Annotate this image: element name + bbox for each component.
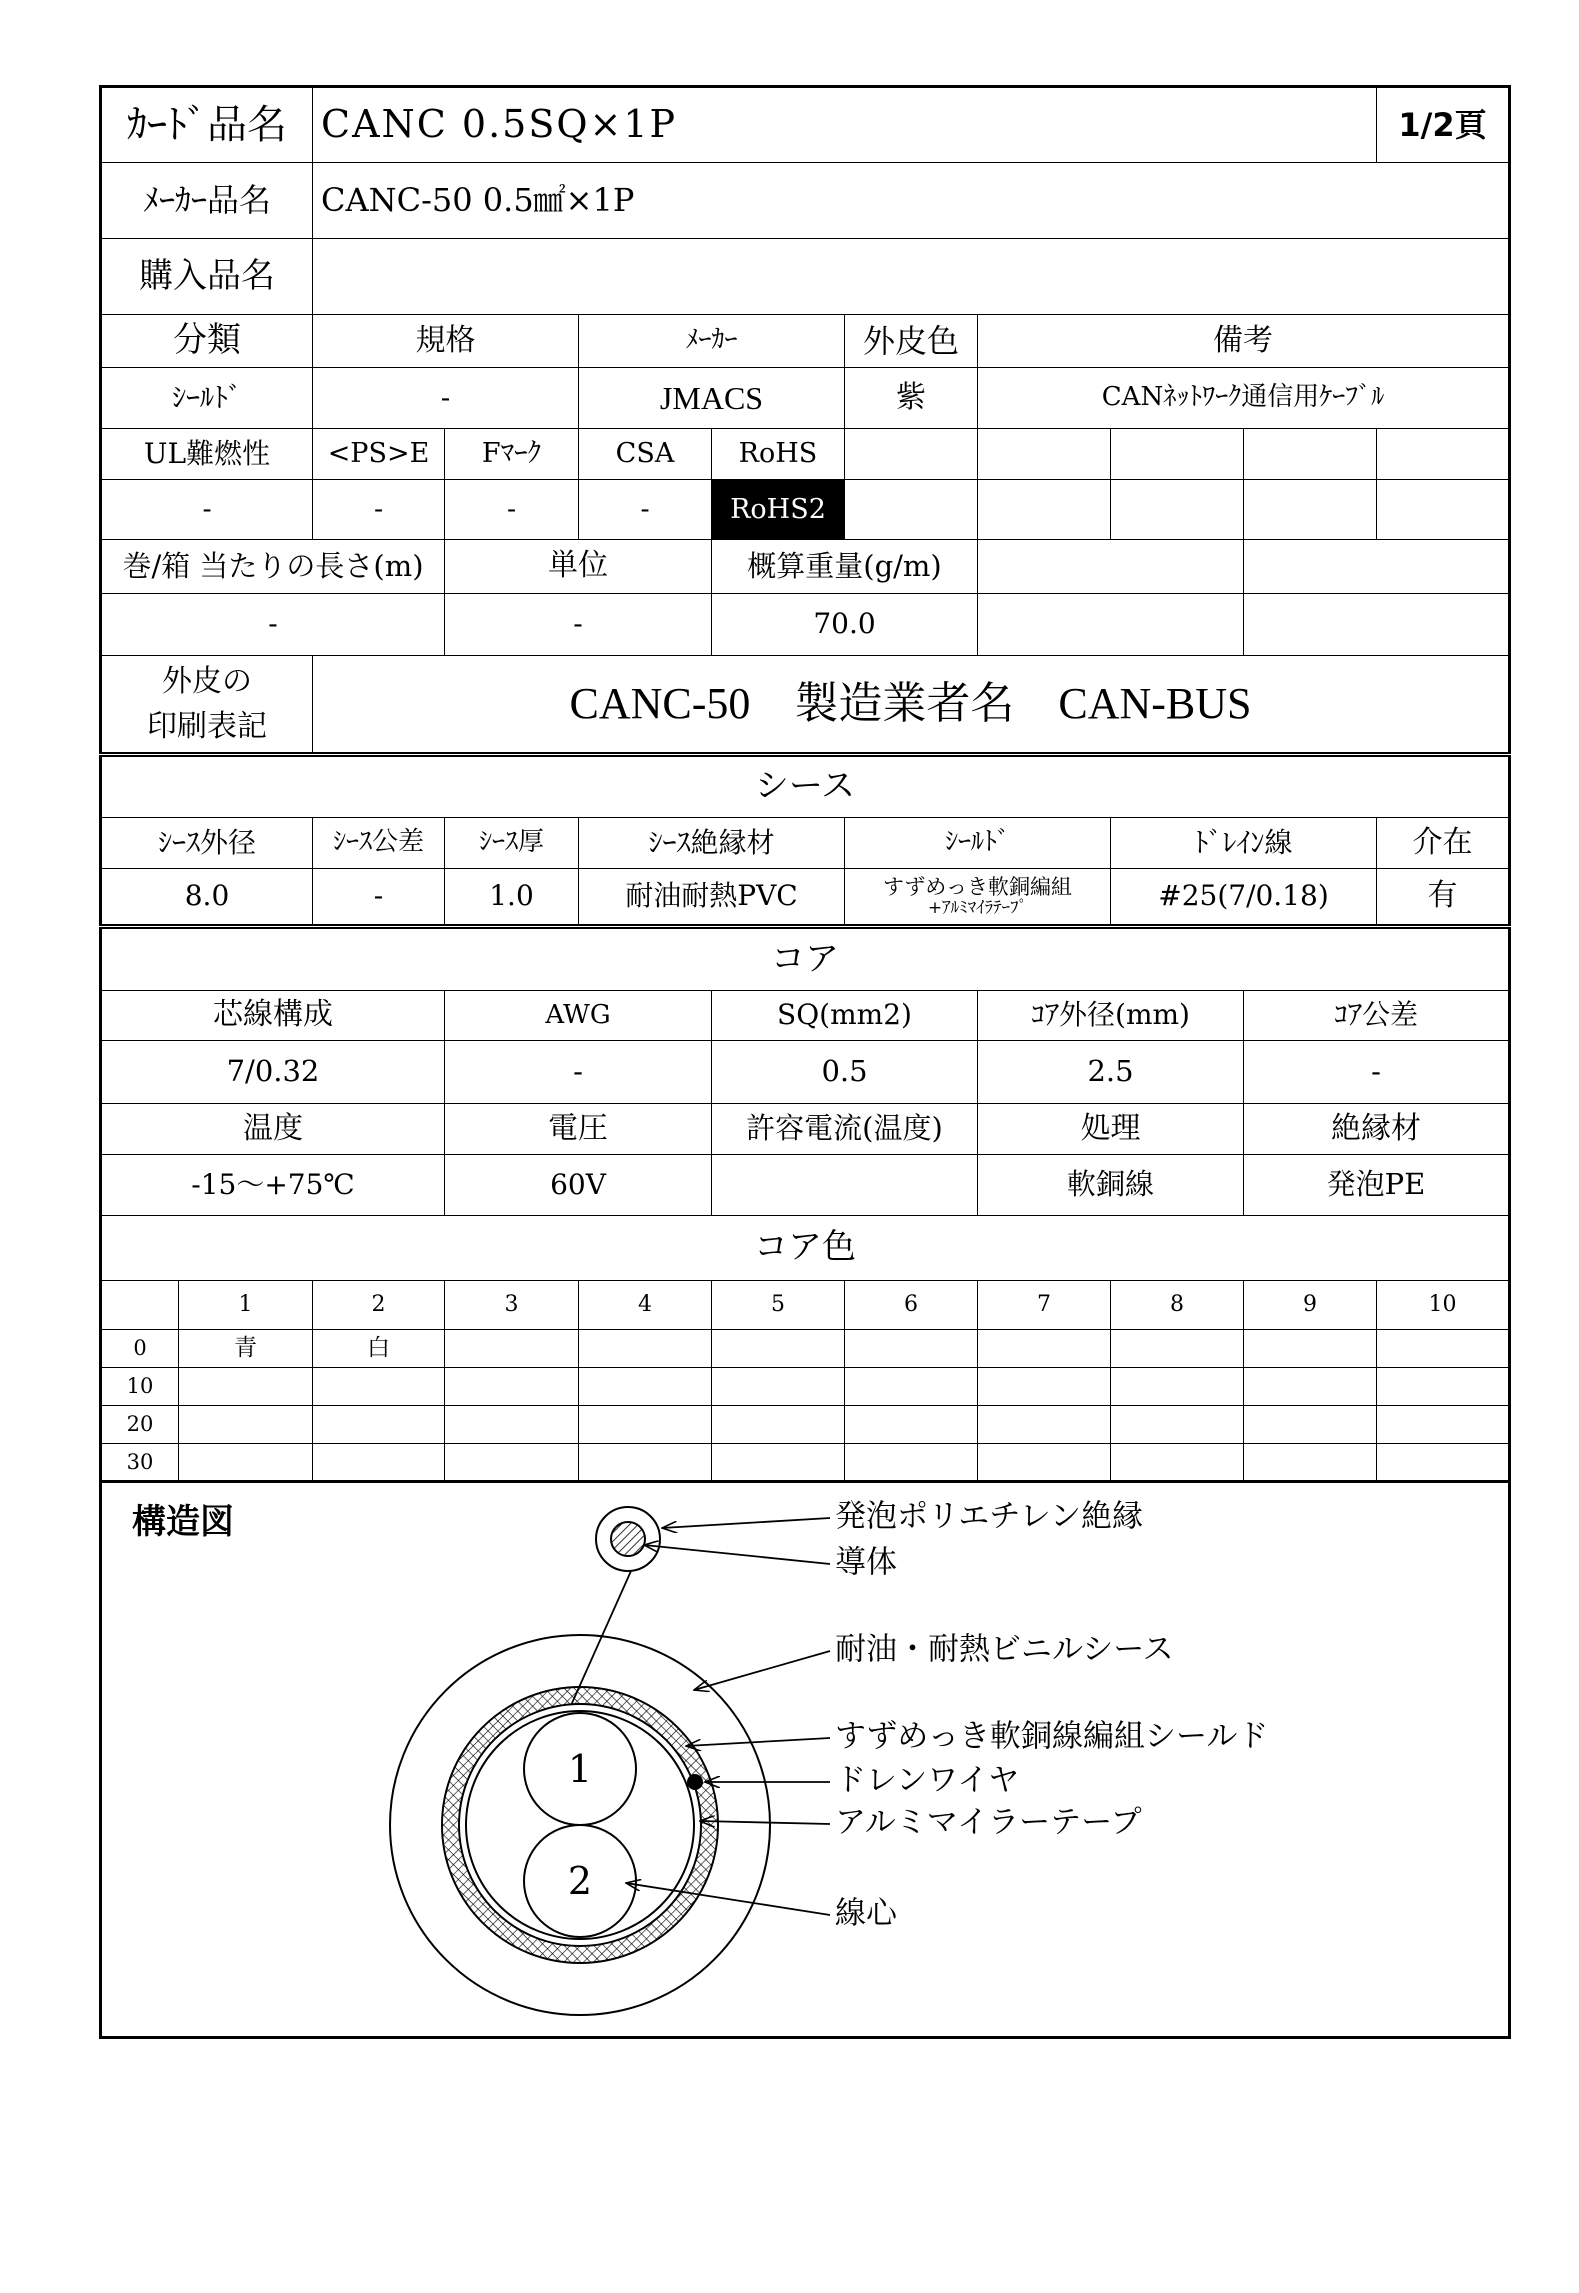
header-cell: 分類 xyxy=(101,315,313,368)
header-cell: 処理 xyxy=(978,1104,1244,1155)
color-cell xyxy=(978,1368,1111,1406)
color-cell xyxy=(845,1406,978,1444)
label-core-wire: 線心 xyxy=(835,1895,897,1932)
value-cell: - xyxy=(101,480,313,540)
color-cell xyxy=(179,1444,313,1482)
standards-value-row xyxy=(101,480,1510,540)
drain-wire-dot xyxy=(687,1774,703,1790)
value-cell: -15～+75℃ xyxy=(101,1155,445,1216)
print-marking-row xyxy=(101,656,1510,755)
color-cell xyxy=(978,1444,1111,1482)
row-label: 20 xyxy=(101,1406,179,1444)
value-cell: #25(7/0.18) xyxy=(1111,869,1377,927)
header-cell: 電圧 xyxy=(445,1104,712,1155)
header-cell: ﾄﾞﾚｲﾝ線 xyxy=(1111,818,1377,869)
color-cell xyxy=(579,1330,712,1368)
header-cell: 概算重量(g/m) xyxy=(712,540,978,594)
header-cell: ﾒｰｶｰ xyxy=(579,315,845,368)
core-color-row xyxy=(101,1330,1510,1368)
blank-cell xyxy=(1244,540,1510,594)
blank-cell xyxy=(1244,429,1377,480)
color-cell xyxy=(579,1444,712,1482)
sheath-value-row xyxy=(101,869,1510,927)
maker-name-label: ﾒｰｶｰ品名 xyxy=(101,163,313,239)
color-cell xyxy=(579,1406,712,1444)
purchase-name-value xyxy=(313,239,1510,315)
structure-diagram-row xyxy=(101,1482,1510,2038)
value-cell: - xyxy=(579,480,712,540)
color-cell xyxy=(579,1368,712,1406)
color-cell xyxy=(978,1330,1111,1368)
leader-arrow xyxy=(700,1821,830,1824)
section-title: シース xyxy=(101,755,1510,818)
header-cell: UL難燃性 xyxy=(101,429,313,480)
card-name-row xyxy=(101,87,1510,163)
value-cell: 0.5 xyxy=(712,1041,978,1104)
core-header-row xyxy=(101,991,1510,1041)
card-name-label: ｶｰﾄﾞ品名 xyxy=(101,87,313,163)
maker-name-row xyxy=(101,163,1510,239)
value-cell: - xyxy=(445,594,712,656)
value-cell: - xyxy=(313,368,579,429)
value-cell: ｼｰﾙﾄﾞ xyxy=(101,368,313,429)
value-cell: 有 xyxy=(1377,869,1510,927)
value-cell: - xyxy=(313,869,445,927)
header-cell: ｼｰﾙﾄﾞ xyxy=(845,818,1111,869)
header-cell: ｺｱ外径(mm) xyxy=(978,991,1244,1041)
rohs2-cell: RoHS2 xyxy=(712,480,845,540)
header-cell: RoHS xyxy=(712,429,845,480)
color-cell: 青 xyxy=(179,1330,313,1368)
row-label: 10 xyxy=(101,1368,179,1406)
label-foam-insulation: 発泡ポリエチレン絶縁 xyxy=(835,1498,1143,1535)
blank-cell xyxy=(101,1281,179,1330)
color-cell xyxy=(1244,1368,1377,1406)
column-number: 4 xyxy=(579,1281,712,1330)
color-cell: 白 xyxy=(313,1330,445,1368)
shield-value-line: +ｱﾙﾐﾏｲﾗﾃｰﾌﾟ xyxy=(927,897,1028,918)
column-number: 9 xyxy=(1244,1281,1377,1330)
maker-value: JMACS xyxy=(579,368,845,429)
header-cell: 許容電流(温度) xyxy=(712,1104,978,1155)
color-cell xyxy=(313,1368,445,1406)
color-cell xyxy=(1377,1444,1510,1482)
header-cell: AWG xyxy=(445,991,712,1041)
blank-cell xyxy=(978,540,1244,594)
color-cell xyxy=(1377,1406,1510,1444)
value-cell: 軟銅線 xyxy=(978,1155,1244,1216)
value-cell: - xyxy=(313,480,445,540)
row-label: 30 xyxy=(101,1444,179,1482)
color-cell xyxy=(1244,1406,1377,1444)
value-cell: - xyxy=(445,480,579,540)
section-title: コア色 xyxy=(101,1216,1510,1281)
color-cell xyxy=(845,1368,978,1406)
shield-value xyxy=(845,869,1111,927)
column-number: 3 xyxy=(445,1281,579,1330)
header-cell: 規格 xyxy=(313,315,579,368)
blank-cell xyxy=(1377,480,1510,540)
leader-arrow xyxy=(644,1545,830,1564)
color-cell xyxy=(445,1330,579,1368)
label-drain-wire: ドレンワイヤ xyxy=(835,1762,1020,1799)
core-color-row xyxy=(101,1444,1510,1482)
label-conductor: 導体 xyxy=(835,1544,897,1581)
core-2-number: 2 xyxy=(567,1859,593,1903)
core-header-row-2 xyxy=(101,1104,1510,1155)
shield-value-line: すずめっき軟銅編組 xyxy=(883,874,1072,899)
blank-cell xyxy=(1244,480,1377,540)
core-section-row xyxy=(101,927,1510,991)
sheath-section-row xyxy=(101,755,1510,818)
value-cell: 7/0.32 xyxy=(101,1041,445,1104)
blank-cell xyxy=(978,429,1111,480)
color-cell xyxy=(1377,1330,1510,1368)
purchase-name-row xyxy=(101,239,1510,315)
value-cell: 紫 xyxy=(845,368,978,429)
column-number: 5 xyxy=(712,1281,845,1330)
packaging-header-row xyxy=(101,540,1510,594)
cable-cross-section xyxy=(102,1483,1508,2035)
value-cell: 耐油耐熱PVC xyxy=(579,869,845,927)
purchase-name-label: 購入品名 xyxy=(101,239,313,315)
header-cell: 芯線構成 xyxy=(101,991,445,1041)
core-color-section-row xyxy=(101,1216,1510,1281)
header-cell: ｼｰｽ外径 xyxy=(101,818,313,869)
header-cell: 単位 xyxy=(445,540,712,594)
row-label: 0 xyxy=(101,1330,179,1368)
core-color-column-row xyxy=(101,1281,1510,1330)
value-cell: - xyxy=(101,594,445,656)
color-cell xyxy=(712,1368,845,1406)
standards-header-row xyxy=(101,429,1510,480)
remarks-value: CANﾈｯﾄﾜｰｸ通信用ｹｰﾌﾞﾙ xyxy=(978,368,1510,429)
print-marking-text: CANC-50 製造業者名 CAN-BUS xyxy=(313,656,1510,755)
color-cell xyxy=(1377,1368,1510,1406)
color-cell xyxy=(1244,1330,1377,1368)
sheath-header-row xyxy=(101,818,1510,869)
color-cell xyxy=(445,1444,579,1482)
column-number: 2 xyxy=(313,1281,445,1330)
color-cell xyxy=(313,1406,445,1444)
blank-cell xyxy=(978,594,1244,656)
header-cell: 備考 xyxy=(978,315,1510,368)
core-color-row xyxy=(101,1406,1510,1444)
header-cell: ｼｰｽ絶縁材 xyxy=(579,818,845,869)
print-marking-label-line: 印刷表記 xyxy=(147,709,267,744)
blank-cell xyxy=(1377,429,1510,480)
value-cell: - xyxy=(445,1041,712,1104)
color-cell xyxy=(179,1406,313,1444)
header-cell: 外皮色 xyxy=(845,315,978,368)
core-value-row xyxy=(101,1041,1510,1104)
structure-diagram-title: 構造図 xyxy=(132,1502,234,1542)
color-cell xyxy=(1111,1406,1244,1444)
column-number: 6 xyxy=(845,1281,978,1330)
header-cell: CSA xyxy=(579,429,712,480)
color-cell xyxy=(1111,1368,1244,1406)
blank-cell xyxy=(978,480,1111,540)
color-cell xyxy=(712,1444,845,1482)
blank-cell xyxy=(1111,429,1244,480)
value-cell: 2.5 xyxy=(978,1041,1244,1104)
structure-diagram-area xyxy=(102,1483,1508,2035)
value-cell: - xyxy=(1244,1041,1510,1104)
header-cell: ｼｰｽ公差 xyxy=(313,818,445,869)
column-number: 7 xyxy=(978,1281,1111,1330)
color-cell xyxy=(712,1406,845,1444)
color-cell xyxy=(313,1444,445,1482)
column-number: 8 xyxy=(1111,1281,1244,1330)
value-cell: 1.0 xyxy=(445,869,579,927)
classification-header-row xyxy=(101,315,1510,368)
color-cell xyxy=(1111,1330,1244,1368)
blank-cell xyxy=(845,429,978,480)
color-cell xyxy=(712,1330,845,1368)
print-marking-label-line: 外皮の xyxy=(162,664,252,699)
header-cell: 介在 xyxy=(1377,818,1510,869)
leader-arrow xyxy=(686,1738,830,1746)
color-cell xyxy=(1111,1444,1244,1482)
core-detail-conductor xyxy=(611,1522,645,1556)
spec-sheet-table xyxy=(99,85,1511,2039)
core-color-row xyxy=(101,1368,1510,1406)
label-braid-shield: すずめっき軟銅線編組シールド xyxy=(835,1718,1269,1755)
value-cell: 70.0 xyxy=(712,594,978,656)
core-1-number: 1 xyxy=(567,1747,593,1791)
section-title: コア xyxy=(101,927,1510,991)
value-cell: 8.0 xyxy=(101,869,313,927)
header-cell: SQ(mm2) xyxy=(712,991,978,1041)
column-number: 10 xyxy=(1377,1281,1510,1330)
header-cell: Fﾏｰｸ xyxy=(445,429,579,480)
color-cell xyxy=(978,1406,1111,1444)
leader-arrow xyxy=(662,1518,830,1528)
value-cell: 発泡PE xyxy=(1244,1155,1510,1216)
label-sheath: 耐油・耐熱ビニルシース xyxy=(835,1631,1174,1668)
header-cell: 絶縁材 xyxy=(1244,1104,1510,1155)
packaging-value-row xyxy=(101,594,1510,656)
header-cell: 温度 xyxy=(101,1104,445,1155)
blank-cell xyxy=(712,1155,978,1216)
header-cell: 巻/箱 当たりの長さ(m) xyxy=(101,540,445,594)
color-cell xyxy=(845,1444,978,1482)
header-cell: <PS>E xyxy=(313,429,445,480)
blank-cell xyxy=(1244,594,1510,656)
color-cell xyxy=(1244,1444,1377,1482)
column-number: 1 xyxy=(179,1281,313,1330)
page-number: 1/2頁 xyxy=(1377,87,1510,163)
card-name-value: CANC 0.5SQ×1P xyxy=(313,87,1377,163)
color-cell xyxy=(445,1368,579,1406)
blank-cell xyxy=(1111,480,1244,540)
value-cell: 60V xyxy=(445,1155,712,1216)
leader-arrow xyxy=(694,1651,830,1690)
print-marking-label xyxy=(101,656,313,755)
header-cell: ｼｰｽ厚 xyxy=(445,818,579,869)
structure-diagram-cell xyxy=(101,1482,1510,2038)
blank-cell xyxy=(845,480,978,540)
color-cell xyxy=(179,1368,313,1406)
classification-value-row xyxy=(101,368,1510,429)
maker-name-value: CANC-50 0.5㎟×1P xyxy=(313,163,1510,239)
color-cell xyxy=(845,1330,978,1368)
header-cell: ｺｱ公差 xyxy=(1244,991,1510,1041)
core-value-row-2 xyxy=(101,1155,1510,1216)
color-cell xyxy=(445,1406,579,1444)
label-aluminum-tape: アルミマイラーテープ xyxy=(835,1804,1142,1841)
